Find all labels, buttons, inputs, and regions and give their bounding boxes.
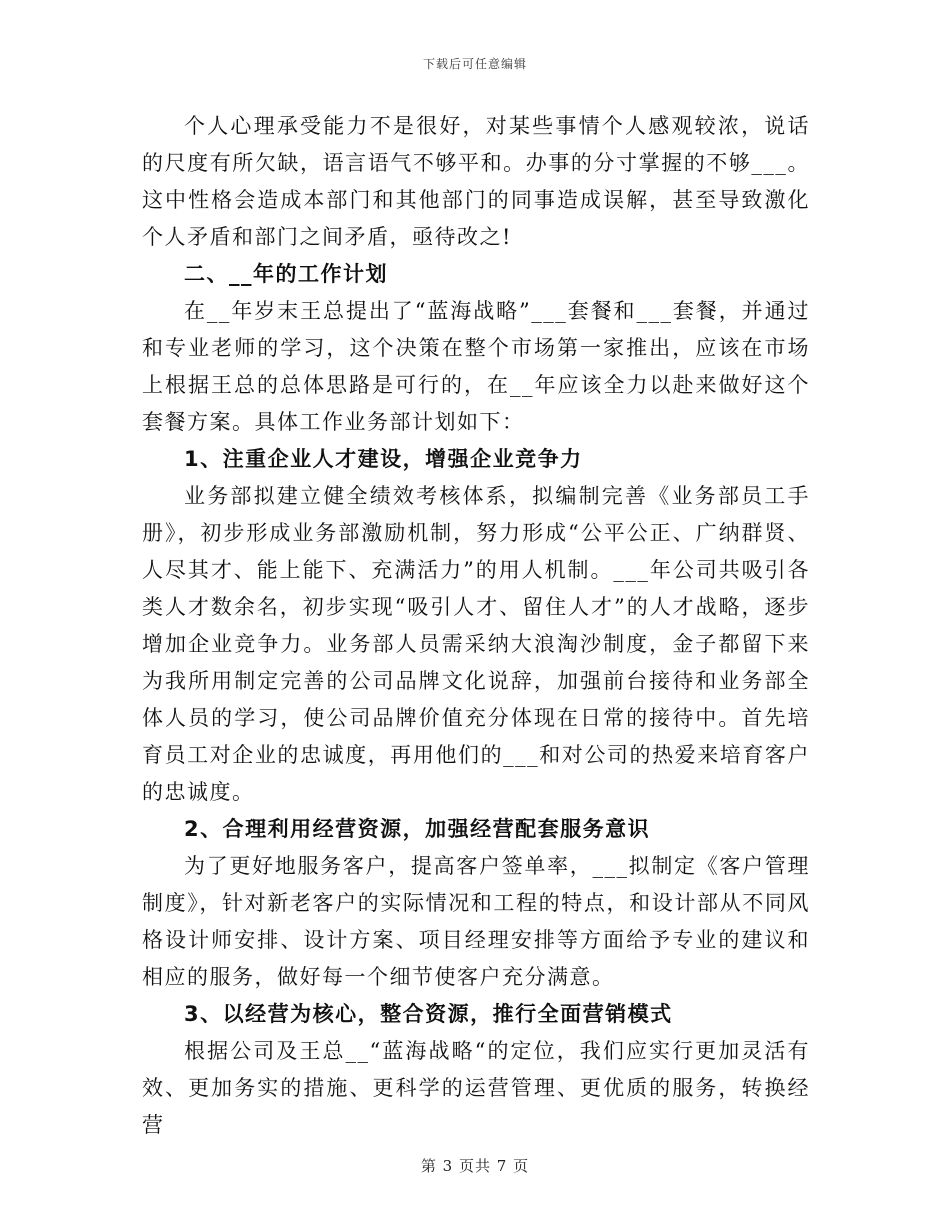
subheading-marketing-model: 3、以经营为核心，整合资源，推行全面营销模式 [184,1002,673,1026]
section-heading-work-plan: 二、__年的工作计划 [184,262,388,286]
paragraph-talent-building: 业务部拟建立健全绩效考核体系，拟编制完善《业务部员工手册》，初步形成业务部激励机制，努力形成“公平公正、广纳群贤、人尽其才、能上能下、充满活力”的用人机制。___年公司共吸引各类人才数余名，初步实现“吸引人才、留住人才”的人才战略，逐步增加企业竞争力。业务部人员需采纳大浪淘沙制度，金子都留下来为我所用制定完善的公司品牌文化说辞，加强前台接待和业务部全体人员的学习，使公司品牌价值充分体现在日常的接待中。首先培育员工对企业的忠诚度，再用他们的___和对公司的热爱来培育客户的忠诚度。 [142,484,810,804]
paragraph-blue-ocean-strategy: 在__年岁末王总提出了“蓝海战略”___套餐和___套餐，并通过和专业老师的学习，这个决策在整个市场第一家推出，应该在市场上根据王总的总体思路是可行的，在__年应该全力以赴来做好这个套餐方案。具体工作业务部计划如下： [142,299,810,434]
subheading-resource-utilization: 2、合理利用经营资源，加强经营配套服务意识 [184,817,651,841]
paragraph-marketing-model: 根据公司及王总__“蓝海战略“的定位，我们应实行更加灵活有效、更加务实的措施、更科学的运营管理、更优质的服务，转换经营 [142,1039,810,1137]
subheading-talent-building: 1、注重企业人才建设，增强企业竞争力 [184,447,583,471]
page-header-note: 下载后可任意编辑 [422,57,527,71]
page-number-footer: 第 3 页共 7 页 [420,1157,530,1175]
document-body [142,108,810,1144]
paragraph-customer-service: 为了更好地服务客户，提高客户签单率，___拟制定《客户管理制度》，针对新老客户的实际情况和工程的特点，和设计部从不同风格设计师安排、设计方案、项目经理安排等方面给予专业的建议和相应的服务，做好每一个细节使客户充分满意。 [142,854,810,989]
paragraph-personal-weakness: 个人心理承受能力不是很好，对某些事情个人感观较浓，说话的尺度有所欠缺，语言语气不够平和。办事的分寸掌握的不够___。这中性格会造成本部门和其他部门的同事造成误解，甚至导致激化个人矛盾和部门之间矛盾，亟待改之! [142,114,810,249]
